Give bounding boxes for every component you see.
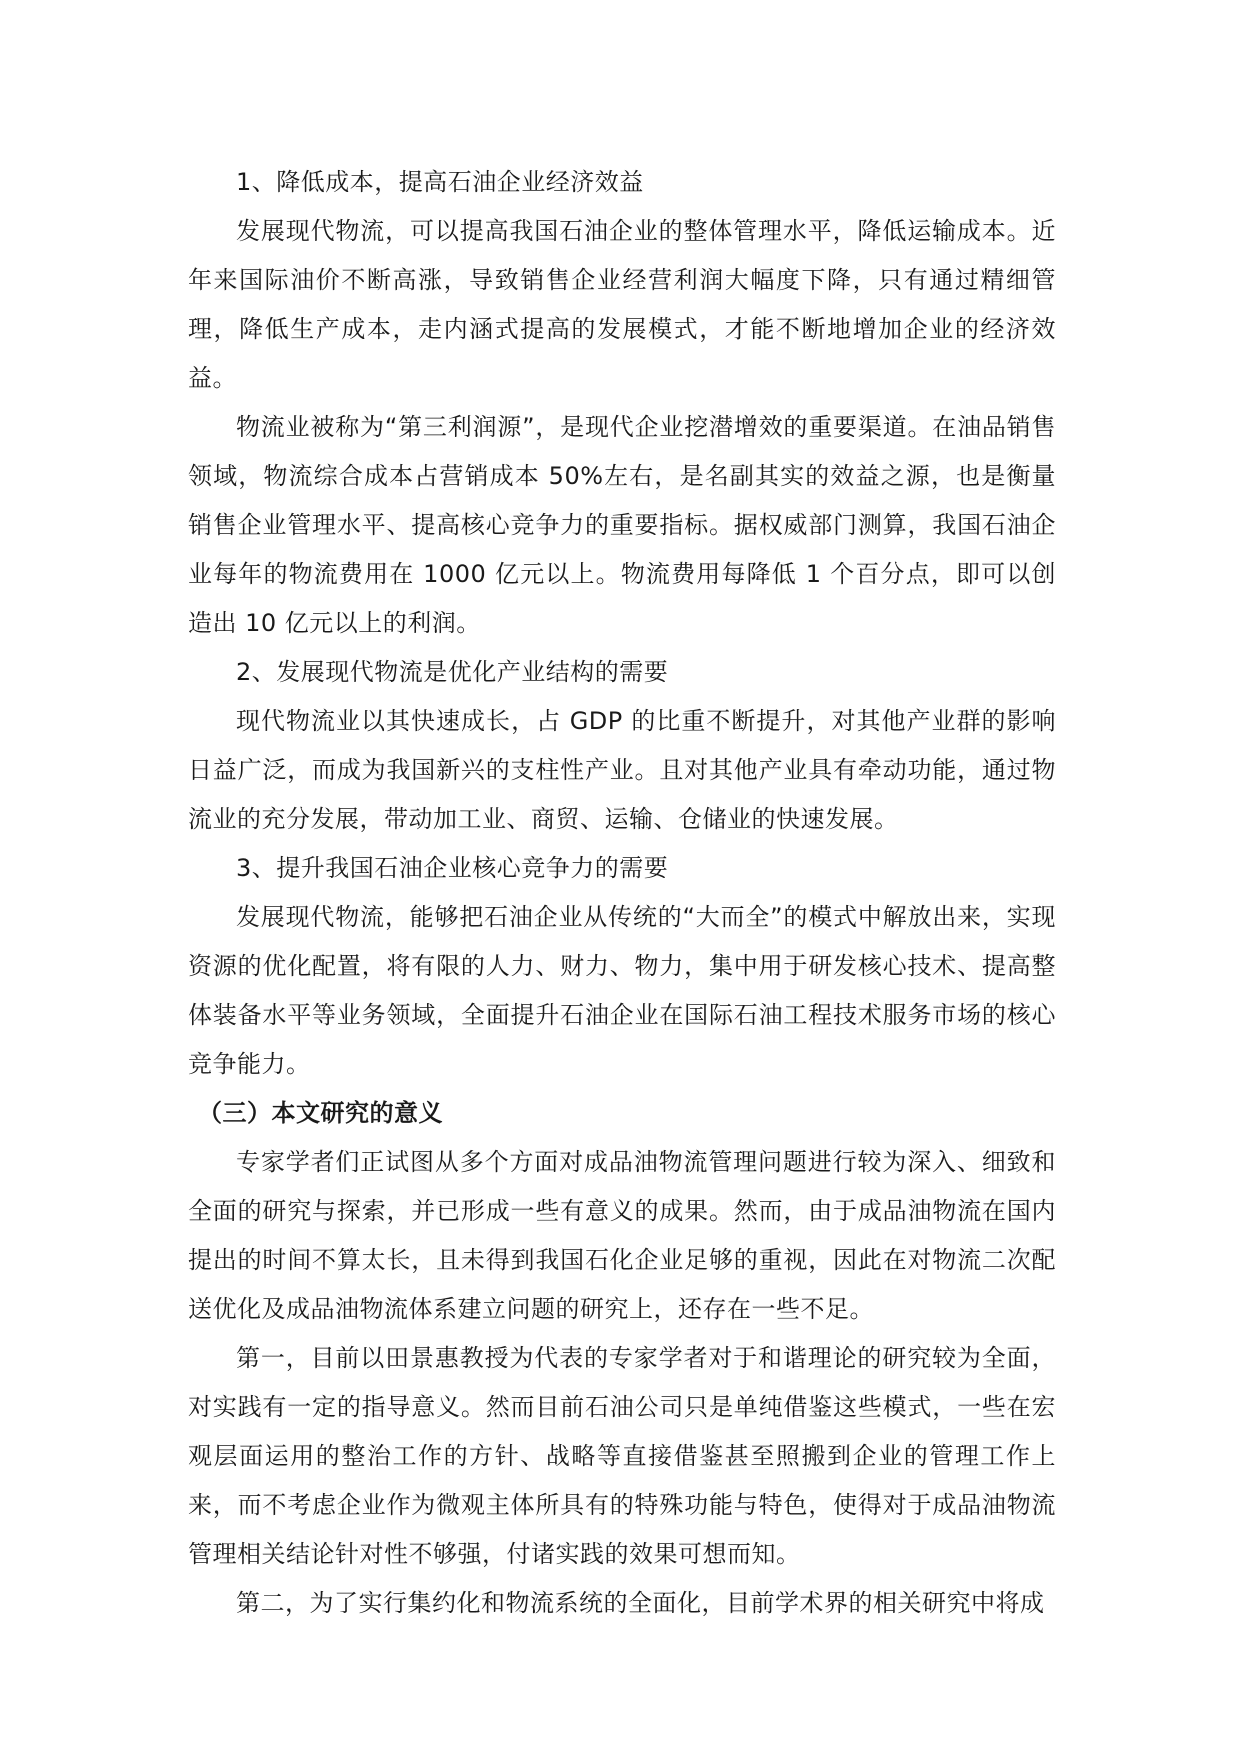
paragraph: 专家学者们正试图从多个方面对成品油物流管理问题进行较为深入、细致和全面的研究与探索，并已形成一些有意义的成果。然而，由于成品油物流在国内提出的时间不算太长，且未得到我国石化企业足够的重视，因此在对物流二次配送优化及成品油物流体系建立问题的研究上，还存在一些不足。 — [188, 1148, 1056, 1323]
section-heading: （三）本文研究的意义 — [198, 1099, 443, 1127]
subsection-heading-1: 1、降低成本，提高石油企业经济效益 — [236, 168, 644, 196]
paragraph: 发展现代物流，可以提高我国石油企业的整体管理水平，降低运输成本。近年来国际油价不断高涨，导致销售企业经营利润大幅度下降，只有通过精细管理，降低生产成本，走内涵式提高的发展模式，才能不断地增加企业的经济效益。 — [188, 217, 1056, 392]
subsection-heading-3: 3、提升我国石油企业核心竞争力的需要 — [236, 854, 669, 882]
paragraph: 第二，为了实行集约化和物流系统的全面化，目前学术界的相关研究中将成 — [236, 1589, 1045, 1617]
paragraph: 发展现代物流，能够把石油企业从传统的“大而全”的模式中解放出来，实现资源的优化配置，将有限的人力、财力、物力，集中用于研发核心技术、提高整体装备水平等业务领域，全面提升石油企业在国际石油工程技术服务市场的核心竞争能力。 — [188, 903, 1056, 1078]
subsection-heading-2: 2、发展现代物流是优化产业结构的需要 — [236, 658, 669, 686]
document-body — [188, 158, 1056, 1628]
paragraph: 第一，目前以田景惠教授为代表的专家学者对于和谐理论的研究较为全面，对实践有一定的指导意义。然而目前石油公司只是单纯借鉴这些模式，一些在宏观层面运用的整治工作的方针、战略等直接借鉴甚至照搬到企业的管理工作上来，而不考虑企业作为微观主体所具有的特殊功能与特色，使得对于成品油物流管理相关结论针对性不够强，付诸实践的效果可想而知。 — [188, 1344, 1056, 1568]
paragraph: 现代物流业以其快速成长，占 GDP 的比重不断提升，对其他产业群的影响日益广泛，而成为我国新兴的支柱性产业。且对其他产业具有牵动功能，通过物流业的充分发展，带动加工业、商贸、运输、仓储业的快速发展。 — [188, 707, 1056, 833]
paragraph: 物流业被称为“第三利润源”，是现代企业挖潜增效的重要渠道。在油品销售领域，物流综合成本占营销成本 50%左右，是名副其实的效益之源，也是衡量销售企业管理水平、提高核心竞争力的重要指标。据权威部门测算，我国石油企业每年的物流费用在 1000 亿元以上。物流费用每降低 1 个百分点，即可以创造出 10 亿元以上的利润。 — [188, 413, 1056, 637]
